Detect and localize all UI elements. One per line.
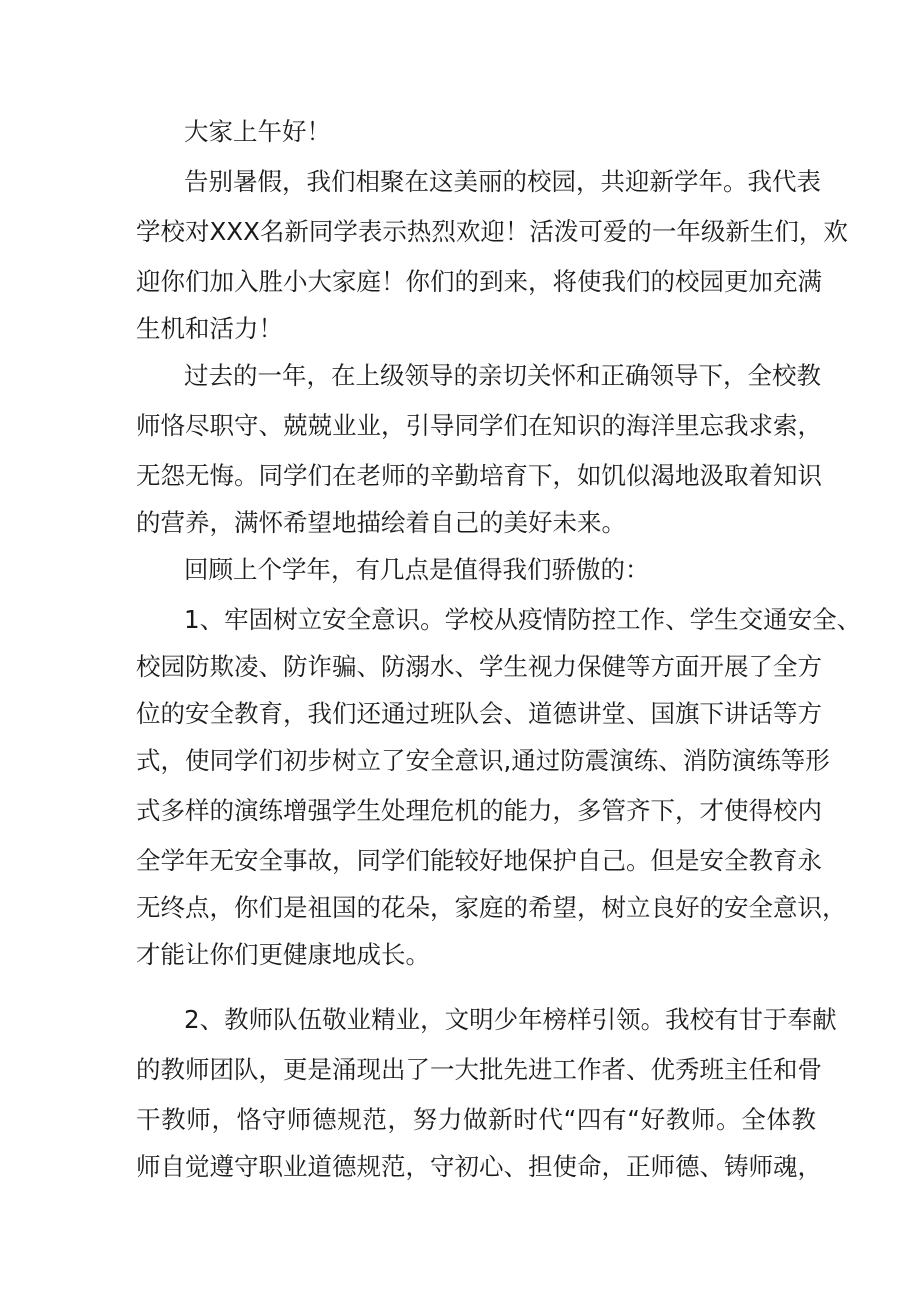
text-line: 校园防欺凌、防诈骗、防溺水、学生视力保健等方面开展了全方 [136,652,822,681]
text-line: 干教师，恪守师德规范，努力做新时代“四有“好教师。全体教 [136,1105,816,1134]
text-line: 过去的一年，在上级领导的亲切关怀和正确领导下，全校教 [184,361,821,390]
greeting-line: 大家上午好！ [184,117,331,146]
text-line: 2、教师队伍敬业精业，文明少年榜样引领。我校有甘于奉献 [184,1005,837,1034]
text-line: 的营养，满怀希望地描绘着自己的美好未来。 [136,508,626,537]
text-line: 无怨无悔。同学们在老师的辛勤培育下，如饥似渴地汲取着知识 [136,461,822,490]
text-line: 迎你们加入胜小大家庭！你们的到来，将使我们的校园更加充满 [136,267,822,296]
text-line: 式，使同学们初步树立了安全意识,通过防震演练、消防演练等形 [136,746,830,775]
text-line: 1、牢固树立安全意识。学校从疫情防控工作、学生交通安全、 [184,605,862,634]
text-line: 无终点，你们是祖国的花朵，家庭的希望，树立良好的安全意识， [136,893,847,922]
text-line: 学校对XXX名新同学表示热烈欢迎！活泼可爱的一年级新生们，欢 [136,217,848,246]
text-line: 式多样的演练增强学生处理危机的能力，多管齐下，才使得校内 [136,796,822,825]
text-line: 才能让你们更健康地成长。 [136,940,430,969]
text-line: 生机和活力！ [136,314,283,343]
text-line: 位的安全教育，我们还通过班队会、道德讲堂、国旗下讲话等方 [136,699,822,728]
text-line: 全学年无安全事故，同学们能较好地保护自己。但是安全教育永 [136,846,822,875]
text-line: 告别暑假，我们相聚在这美丽的校园，共迎新学年。我代表 [184,167,821,196]
text-line: 师自觉遵守职业道德规范，守初心、担使命，正师德、铸师魂， [136,1152,822,1181]
text-line: 师恪尽职守、兢兢业业，引导同学们在知识的海洋里忘我求索， [136,411,822,440]
text-line: 回顾上个学年，有几点是值得我们骄傲的： [184,555,650,584]
text-line: 的教师团队，更是涌现出了一大批先进工作者、优秀班主任和骨 [136,1055,822,1084]
